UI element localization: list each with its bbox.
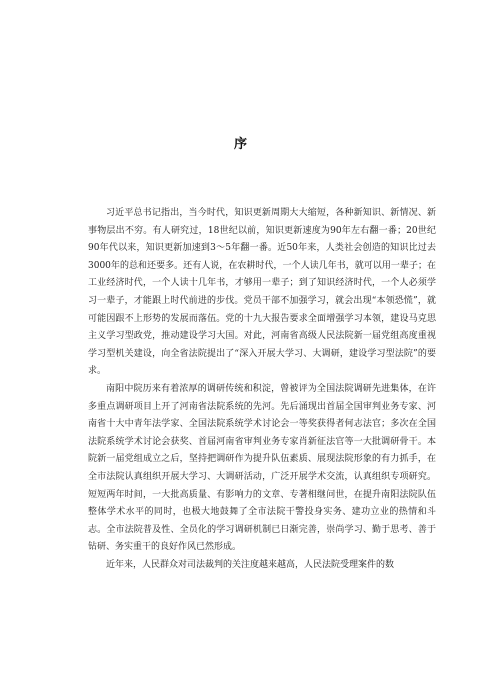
- body-text: [88, 205, 436, 574]
- page-title: 序: [233, 137, 248, 152]
- paragraph: 近年来，人民群众对司法裁判的关注度越来越高，人民法院受理案件的数: [106, 559, 395, 570]
- paragraph: 习近平总书记指出，当今时代，知识更新周期大大缩短，各种新知识、新情况、新事物层出不穷。有人研究过，18世纪以前，知识更新速度为90年左右翻一番；20世纪90年代以来，知识更新加速到3～5年翻一番。近50年来，人类社会创造的知识比过去3000年的总和还要多。还有人说，在农耕时代，一个人读几年书，就可以用一辈子；在工业经济时代，一个人读十几年书，才够用一辈子；到了知识经济时代，一个人必须学习一辈子，才能跟上时代前进的步伐。党员干部不加强学习，就会出现“本领恐慌”，就可能因跟不上形势的发展而落伍。党的十九大报告要求全面增强学习本领，建设马克思主义学习型政党，推动建设学习大国。对此，河南省高级人民法院新一届党组高度重视学习型机关建设，向全省法院提出了“深入开展大学习、大调研，建设学习型法院”的要求。: [88, 208, 436, 377]
- paragraph: 南阳中院历来有着浓厚的调研传统和积淀，曾被评为全国法院调研先进集体，在许多重点调研项目上开了河南省法院系统的先河。先后涌现出首届全国审判业务专家、河南省十大中青年法学家、全国法院系统学术讨论会一等奖获得者何志法官；多次在全国法院系统学术讨论会获奖、首届河南省审判业务专家肖新征法官等一大批调研骨干。本院新一届党组成立之后，坚持把调研作为提升队伍素质、展现法院形象的有力抓手，在全市法院认真组织开展大学习、大调研活动，广泛开展学术交流，认真组织专项研究。短短两年时间，一大批高质量、有影响力的文章、专著相继问世，在提升南阳法院队伍整体学术水平的同时，也极大地鼓舞了全市法院干警投身实务、建功立业的热情和斗志。全市法院普及性、全员化的学习调研机制已日渐完善，崇尚学习、勤于思考、善于钻研、务实重干的良好作风已然形成。: [88, 383, 436, 553]
